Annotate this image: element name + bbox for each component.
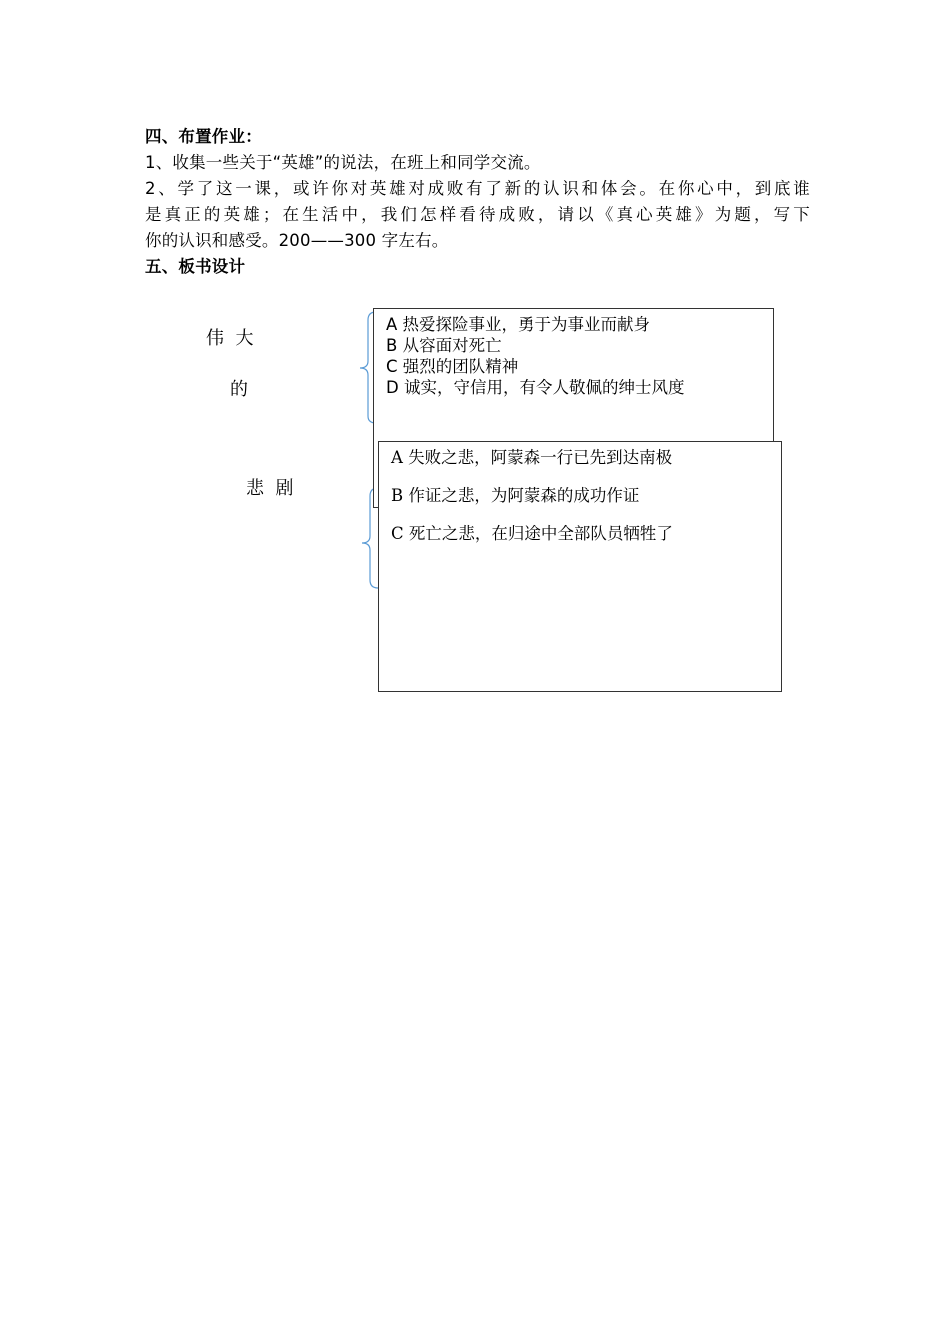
tragedy-item-c: C 死亡之悲，在归途中全部队员牺牲了 (391, 524, 673, 543)
homework-item-2-line-3: 你的认识和感受。200——300 字左右。 (145, 231, 449, 250)
side-label-great: 伟 大 (206, 328, 254, 349)
side-label-of: 的 (230, 379, 248, 400)
homework-heading: 四、布置作业： (145, 127, 262, 146)
tragedy-item-a: A 失败之悲，阿蒙森一行已先到达南极 (391, 448, 673, 467)
great-item-a: A 热爱探险事业，勇于为事业而献身 (386, 315, 651, 334)
board-design-heading: 五、板书设计 (145, 257, 246, 276)
homework-item-2-line-2: 是真正的英雄；在生活中，我们怎样看待成败，请以《真心英雄》为题，写下 (145, 205, 810, 224)
tragedy-item-b: B 作证之悲，为阿蒙森的成功作证 (391, 486, 640, 505)
great-item-b: B 从容面对死亡 (386, 336, 502, 355)
tragedy-box (378, 441, 782, 692)
side-label-tragedy: 悲 剧 (246, 478, 294, 499)
homework-item-1: 1、收集一些关于“英雄”的说法，在班上和同学交流。 (145, 153, 541, 172)
homework-item-2-line-1: 2、学了这一课，或许你对英雄对成败有了新的认识和体会。在你心中，到底谁 (145, 179, 810, 198)
great-item-d: D 诚实，守信用，有令人敬佩的绅士风度 (386, 378, 685, 397)
great-item-c: C 强烈的团队精神 (386, 357, 519, 376)
